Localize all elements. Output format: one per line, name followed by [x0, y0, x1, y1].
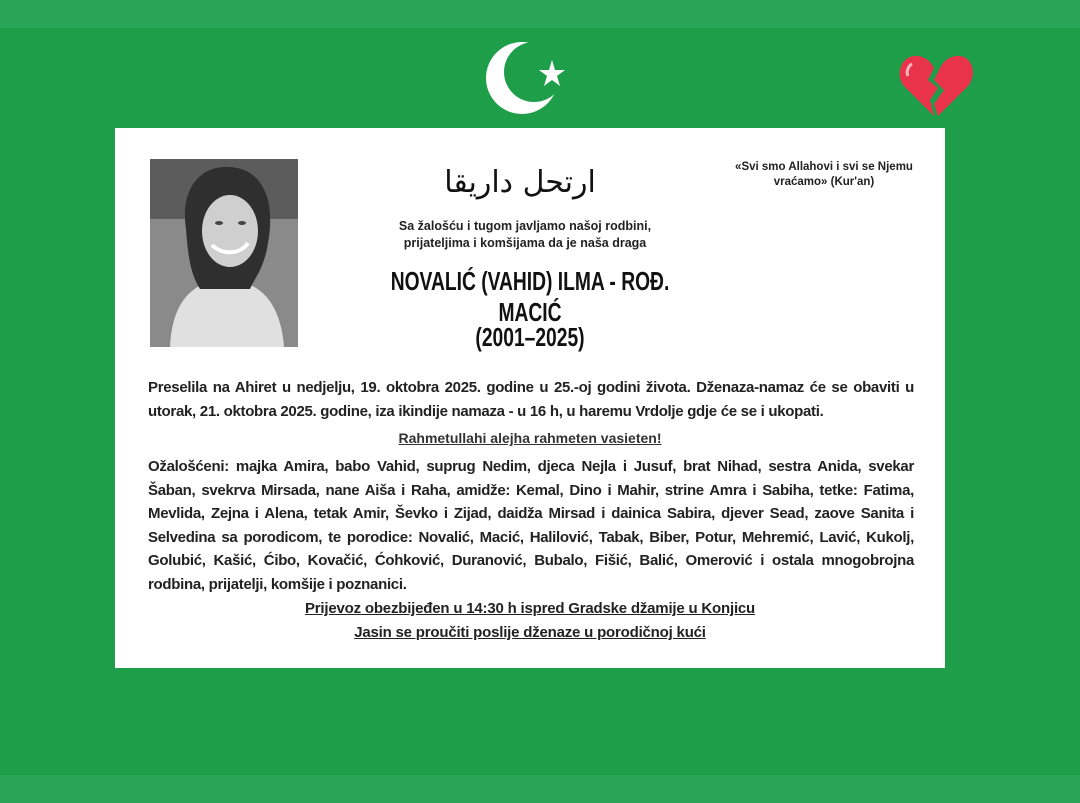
portrait-photo	[150, 159, 298, 347]
intro-text	[365, 218, 685, 252]
broken-heart-icon	[898, 50, 974, 120]
arabic-calligraphy	[444, 156, 596, 204]
obituary-card	[115, 128, 945, 668]
crescent-star-icon	[484, 38, 574, 118]
deceased-name: NOVALIĆ (VAHID) ILMA - ROĐ. MACIĆ	[390, 266, 670, 327]
intro-line-1: Sa žalošću i tugom javljamo našoj rodbini,	[398, 219, 652, 233]
quran-quote: «Svi smo Allahovi i svi se Njemu vraćamo» (Kur'an)	[735, 161, 913, 188]
svg-text:ارتحل داريقا: ارتحل داريقا	[444, 165, 596, 200]
life-years: (2001–2025)	[475, 322, 585, 352]
jasin-note: Jasin se proučiti poslije dženaze u porodičnoj kući	[354, 624, 706, 641]
transport-note: Prijevoz obezbijeđen u 14:30 h ispred Gradske džamije u Konjicu	[304, 600, 756, 617]
intro-line-2: prijateljima i komšijama da je naša draga	[403, 236, 647, 250]
top-band	[0, 0, 1080, 28]
rahmet-prayer: Rahmetullahi alejha rahmeten vasieten!	[398, 430, 662, 446]
funeral-details: Preselila na Ahiret u nedjelju, 19. oktobra 2025. godine u 25.-oj godini života. Dženaza-namaz će se obaviti u utorak, 21. oktobra 2025. godine, iza ikindije namaza - u 16 h, u haremu Vrdolje gdje će se i ukopati.	[148, 379, 914, 420]
bottom-band	[0, 775, 1080, 803]
mourners-list: Ožalošćeni: majka Amira, babo Vahid, suprug Nedim, djeca Nejla i Jusuf, brat Nihad, sestra Anida, svekar Šaban, svekrva Mirsada, nane Aiša i Raha, amidže: Kemal, Dino i Mahir, strine Amra i Sabiha, tetke: Fatima, Mevlida, Zejna i Alena, tetak Amir, Ševko i Zijad, daidža Mirsad i dainica Sabira, djever Sead, zaove Sanita i Selvedina sa porodicom, te porodice: Novalić, Macić, Halilović, Tabak, Biber, Potur, Mehremić, Lavić, Kukolj, Golubić, Kašić, Ćibo, Kovačić, Ćohković, Duranović, Bubalo, Fišić, Balić, Omerović i ostala mnogobrojna rodbina, prijatelji, komšije i poznanici.	[148, 458, 914, 593]
